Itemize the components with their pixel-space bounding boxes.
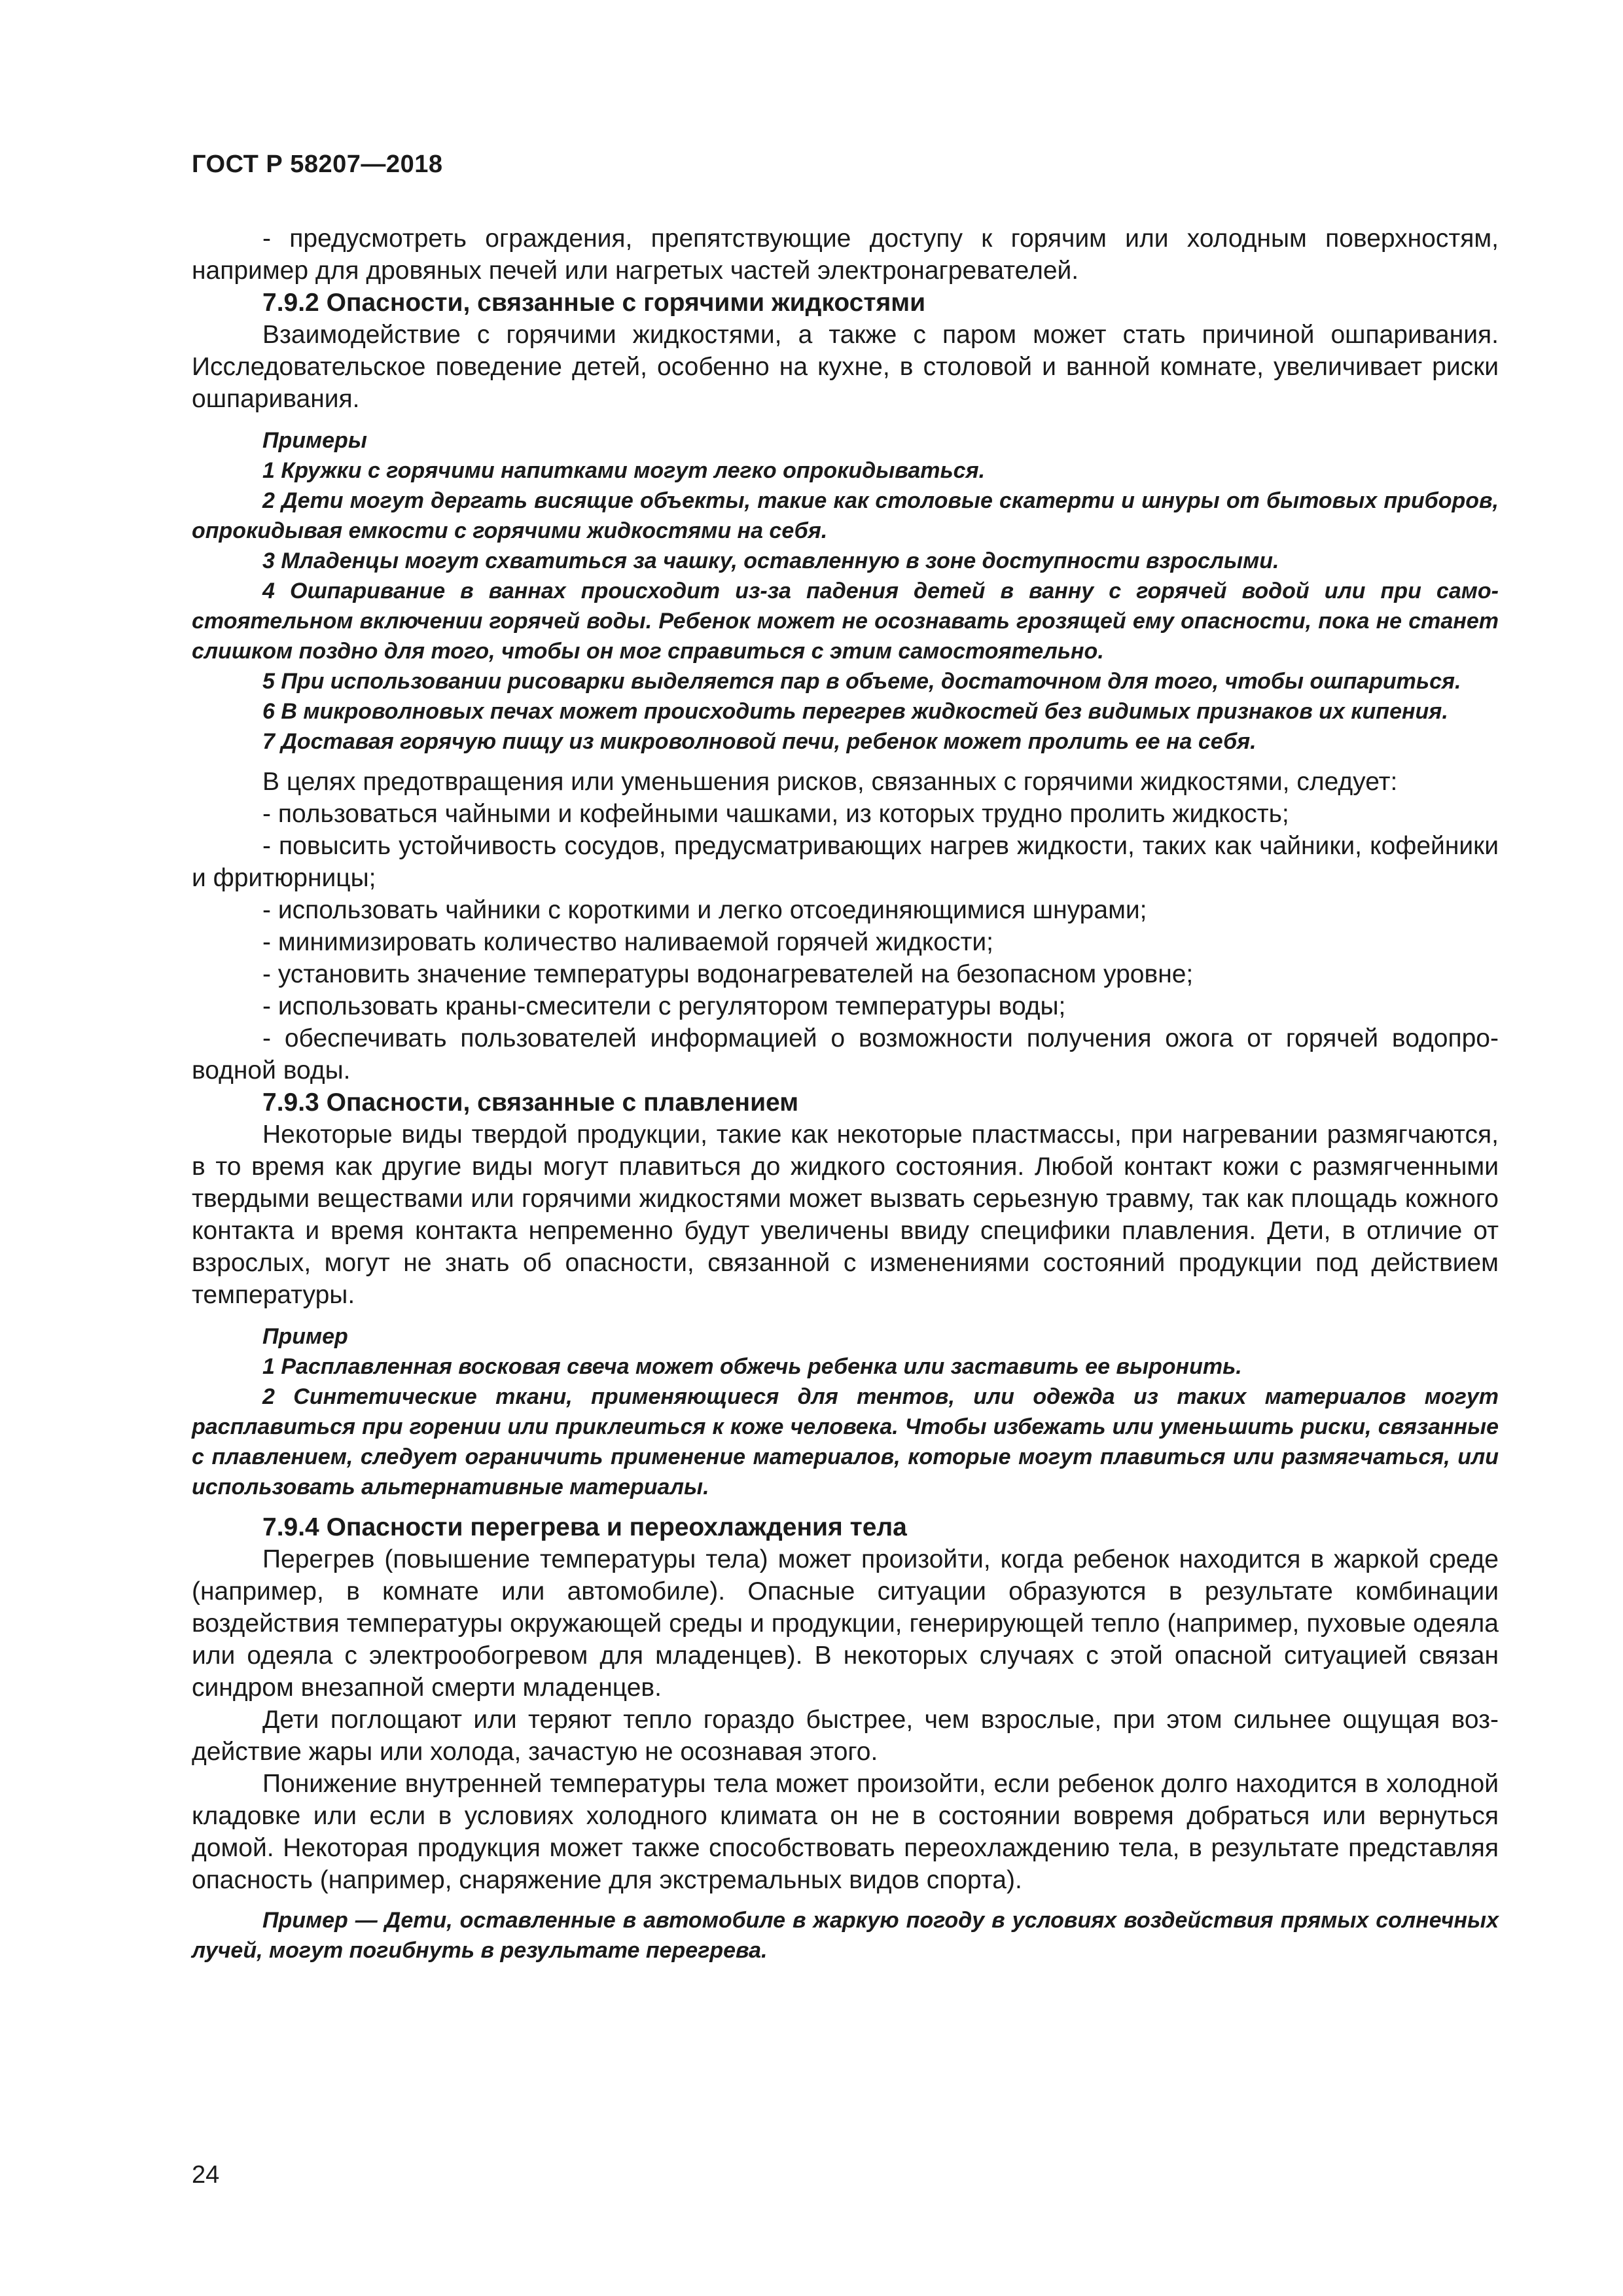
section-794-heading: 7.9.4 Опасности перегрева и переохлаждения тела bbox=[262, 1513, 907, 1541]
measure-item: - пользоваться чайными и кофейными чашками, из которых трудно пролить жидкость; bbox=[262, 800, 1289, 828]
measures-intro: В целях предотвращения или уменьшения рисков, связанных с горячими жидкостями, следует: bbox=[262, 768, 1398, 796]
document-body bbox=[192, 223, 1499, 1965]
intro-bullet: - предусмотреть ограждения, препятствующие доступу к горячим или холодным поверхностям, например для дровяных печей или нагретых частей электронагревателей. bbox=[192, 224, 1499, 285]
section-792-examples bbox=[192, 425, 1499, 757]
section-794-example: Пример — Дети, оставленные в автомобиле в жаркую погоду в условиях воздействия прямых солнечных лучей, могут погибнуть в результате перегрева. bbox=[192, 1908, 1499, 1963]
example-item: 2 Дети могут дергать висящие объекты, такие как столовые скатерти и шнуры от бытовых приборов, опрокидывая емкости с горячими жидкостями на себя. bbox=[192, 488, 1499, 543]
section-794-paragraph: Понижение внутренней температуры тела может произойти, если ребенок долго находится в холодной кладовке или если в условиях холодного климата он не в состоянии вовремя добраться или вернуться домой. Некоторая продукция может также способствовать переохлаждению тела, в результате представляя опасность (например, снаряжение для экстремальных видов спорта). bbox=[192, 1770, 1499, 1894]
measure-item: - повысить устойчивость сосудов, предусматривающих нагрев жидкости, таких как чайники, кофейники и фритюрницы; bbox=[192, 832, 1499, 892]
measure-item: - использовать краны-смесители с регулятором температуры воды; bbox=[262, 992, 1066, 1020]
measures-list bbox=[192, 798, 1499, 1086]
example-item: 2 Синтетические ткани, применяющиеся для тентов, или одежда из таких материалов могут расплавиться при горении или приклеиться к коже человека. Чтобы избежать или уменьшить риски, связанные с плавлением, следует ограничить применение материалов, которые могут плавиться или размягчаться, или использовать альтернативные материалы. bbox=[192, 1384, 1499, 1499]
section-793-paragraph: Некоторые виды твердой продукции, такие как некоторые пластмассы, при нагревании размягчаются, в то время как другие виды могут плавиться до жидкого состояния. Любой контакт кожи с размягченными твердыми веществами или горячими жидкостями может вызвать серьезную травму, так как площадь кожного контакта и время контакта непременно будут увеличены ввиду специфики плавления. Дети, в отличие от взрослых, могут не знать об опасности, связанной с изменениями состояний продукции под действием температуры. bbox=[192, 1121, 1499, 1309]
example-item: 4 Ошпаривание в ваннах происходит из-за падения детей в ванну с горячей водой или при самостоятельном включении горячей воды. Ребенок может не осознавать грозящей ему опасности, пока не станет слишком поздно для того, чтобы он мог справиться с этим самостоятельно. bbox=[192, 579, 1499, 664]
section-794-paragraph: Дети поглощают или теряют тепло гораздо быстрее, чем взрослые, при этом сильнее ощущая воздействие жары или холода, зачастую не осознавая этого. bbox=[192, 1706, 1499, 1766]
examples-heading: Примеры bbox=[262, 428, 367, 453]
section-792-paragraph: Взаимодействие с горячими жидкостями, а также с паром может стать причиной ошпаривания. Исследовательское поведение детей, особенно на кухне, в столовой и ванной комнате, увеличивает риски ошпаривания. bbox=[192, 321, 1499, 413]
example-item: 7 Доставая горячую пищу из микроволновой печи, ребенок может пролить ее на себя. bbox=[262, 729, 1257, 754]
example-item: 1 Кружки с горячими напитками могут легко опрокидываться. bbox=[262, 458, 986, 483]
measure-item: - минимизировать количество наливаемой горячей жидкости; bbox=[262, 928, 993, 956]
examples-heading: Пример bbox=[262, 1324, 348, 1349]
measure-item: - обеспечивать пользователей информацией о возможности получения ожога от горячей водопроводной воды. bbox=[192, 1024, 1499, 1085]
measure-item: - использовать чайники с короткими и легко отсоединяющимися шнурами; bbox=[262, 896, 1147, 924]
section-794-paragraph: Перегрев (повышение температуры тела) может произойти, когда ребенок находится в жаркой среде (например, в комнате или автомобиле). Опасные ситуации образуются в результате комбинации воздействия температуры окружающей среды и продукции, генерирующей тепло (например, пуховые одеяла или одеяла с электрообогревом для младенцев). В некоторых случаях с этой опасной ситуацией связан синдром внезапной смерти младенцев. bbox=[192, 1545, 1499, 1702]
measure-item: - установить значение температуры водонагревателей на безопасном уровне; bbox=[262, 960, 1194, 988]
section-793-heading: 7.9.3 Опасности, связанные с плавлением bbox=[262, 1088, 799, 1117]
example-item: 6 В микроволновых печах может происходить перегрев жидкостей без видимых признаков их кипения. bbox=[262, 699, 1448, 724]
section-793-examples bbox=[192, 1321, 1499, 1502]
example-item: 5 При использовании рисоварки выделяется пар в объеме, достаточном для того, чтобы ошпариться. bbox=[262, 669, 1461, 694]
page-number: 24 bbox=[192, 2161, 220, 2189]
document-header: ГОСТ Р 58207—2018 bbox=[192, 151, 443, 178]
example-item: 3 Младенцы могут схватиться за чашку, оставленную в зоне доступности взрослыми. bbox=[262, 548, 1279, 573]
section-792-heading: 7.9.2 Опасности, связанные с горячими жидкостями bbox=[262, 289, 926, 317]
example-item: 1 Расплавленная восковая свеча может обжечь ребенка или заставить ее выронить. bbox=[262, 1354, 1242, 1379]
